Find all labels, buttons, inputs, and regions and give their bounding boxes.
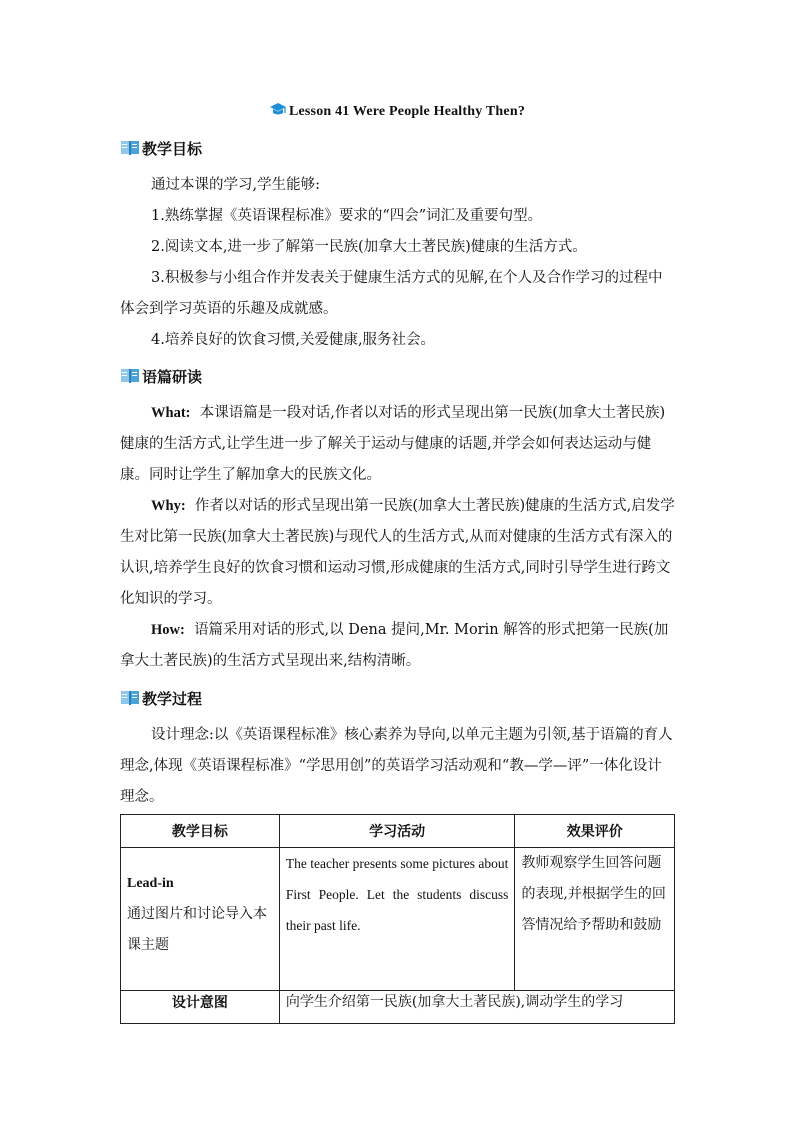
table-cell-label: 设计意图 bbox=[121, 991, 280, 1024]
table-row bbox=[121, 991, 675, 1024]
table-cell-intent: 向学生介绍第一民族(加拿大土著民族),调动学生的学习 bbox=[279, 991, 674, 1024]
goals-intro: 通过本课的学习,学生能够: bbox=[151, 177, 320, 193]
design-paragraph: 设计理念:以《英语课程标准》核心素养为导向,以单元主题为引领,基于语篇的育人理念,体现《英语课程标准》“学思用创”的英语学习活动观和“教—学—评”一体化设计理念。 bbox=[120, 727, 673, 805]
book-icon bbox=[120, 366, 140, 386]
table-header: 学习活动 bbox=[279, 815, 515, 848]
table-cell-activity: The teacher presents some pictures about First People. Let the students discuss their past life. bbox=[279, 848, 515, 991]
goal-item: 4.培养良好的饮食习惯,关爱健康,服务社会。 bbox=[151, 332, 436, 348]
leadin-text: 通过图片和讨论导入本课主题 bbox=[127, 906, 267, 953]
table-header-row bbox=[121, 815, 675, 848]
section-heading-goals bbox=[120, 138, 202, 160]
table-row bbox=[121, 848, 675, 991]
graduation-cap-icon bbox=[269, 102, 287, 123]
table-cell-evaluation: 教师观察学生回答问题的表现,并根据学生的回答情况给予帮助和鼓励 bbox=[515, 848, 675, 991]
section-heading-analysis bbox=[120, 366, 202, 388]
goal-item: 2.阅读文本,进一步了解第一民族(加拿大土著民族)健康的生活方式。 bbox=[151, 239, 587, 255]
book-icon bbox=[120, 688, 140, 708]
why-label: Why: bbox=[151, 498, 186, 514]
how-text: 语篇采用对话的形式,以 Dena 提问,Mr. Morin 解答的形式把第一民族(加拿大土著民族)的生活方式呈现出来,结构清晰。 bbox=[120, 622, 669, 669]
table-cell-goal bbox=[121, 848, 280, 991]
heading-text: 教学过程 bbox=[142, 690, 203, 708]
book-icon bbox=[120, 138, 140, 158]
what-label: What: bbox=[151, 405, 191, 421]
why-text: 作者以对话的形式呈现出第一民族(加拿大土著民族)健康的生活方式,启发学生对比第一民族(加拿大土著民族)与现代人的生活方式,从而对健康的生活方式有深入的认识,培养学生良好的饮食习惯和运动习惯,形成健康的生活方式,同时引导学生进行跨文化知识的学习。 bbox=[120, 498, 675, 607]
table-header: 教学目标 bbox=[121, 815, 280, 848]
what-paragraph bbox=[120, 398, 676, 491]
what-text: 本课语篇是一段对话,作者以对话的形式呈现出第一民族(加拿大土著民族)健康的生活方式,让学生进一步了解关于运动与健康的话题,并学会如何表达运动与健康。同时让学生了解加拿大的民族文化。 bbox=[120, 405, 666, 483]
leadin-title: Lead-in bbox=[127, 876, 174, 891]
goal-item: 3.积极参与小组合作并发表关于健康生活方式的见解,在个人及合作学习的过程中体会到学习英语的乐趣及成就感。 bbox=[120, 270, 663, 317]
why-paragraph bbox=[120, 491, 676, 615]
section-heading-process bbox=[120, 688, 202, 710]
table-header: 效果评价 bbox=[515, 815, 675, 848]
lesson-plan-table bbox=[120, 814, 675, 1024]
how-paragraph bbox=[120, 615, 676, 677]
how-label: How: bbox=[151, 622, 185, 638]
lesson-title bbox=[0, 102, 794, 123]
goal-item: 1.熟练掌握《英语课程标准》要求的“四会”词汇及重要句型。 bbox=[151, 208, 543, 224]
heading-text: 教学目标 bbox=[142, 140, 203, 158]
heading-text: 语篇研读 bbox=[142, 368, 203, 386]
lesson-title-text: Lesson 41 Were People Healthy Then? bbox=[288, 104, 526, 119]
